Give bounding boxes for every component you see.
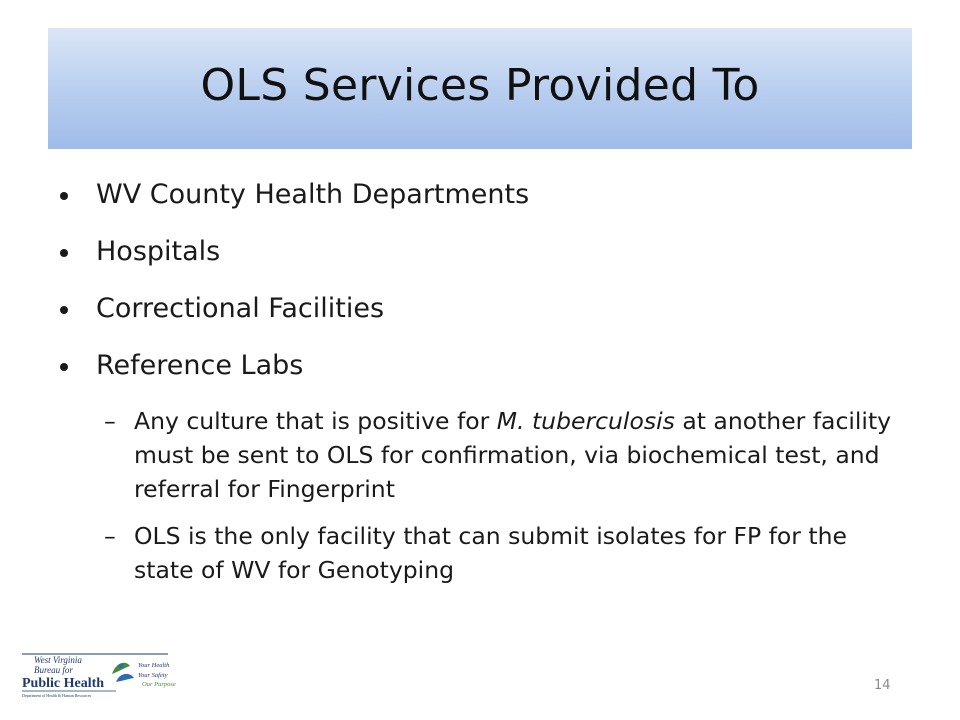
bullet-text: WV County Health Departments [96, 179, 530, 210]
dash-icon: – [104, 522, 116, 550]
logo-graphic [20, 652, 176, 702]
dash-icon: – [104, 407, 116, 435]
logo-line-2: Bureau for [34, 665, 73, 675]
sub-bullet-text-before: Any culture that is positive for [134, 407, 497, 435]
bullet-item [60, 235, 900, 269]
title-banner [48, 28, 912, 149]
logo-tag-2: Your Safety [138, 672, 168, 679]
sub-bullet-item [104, 519, 900, 587]
bullet-dot-icon [60, 363, 68, 371]
page-number: 14 [874, 678, 891, 693]
bullet-text: Reference Labs [96, 350, 304, 381]
sub-bullet-list [104, 404, 900, 600]
logo-line-1: West Virginia [34, 655, 82, 665]
bullet-list [60, 178, 900, 406]
sub-bullet-italic-text: M. tuberculosis [496, 407, 675, 435]
logo-tag-1: Your Health [138, 662, 170, 669]
leaf-icon [116, 674, 134, 682]
sub-bullet-text-after: at another facility must be sent to OLS for confirmation, via biochemical test, and referral for Fingerprint [134, 407, 892, 503]
sub-bullet-item [104, 404, 900, 506]
bullet-dot-icon [60, 306, 68, 314]
bullet-item [60, 178, 900, 212]
logo-line-4: Department of Health & Human Resources [22, 693, 92, 698]
logo-line-3: Public Health [22, 676, 105, 691]
sub-bullet-text: OLS is the only facility that can submit isolates for FP for the state of WV for Genotyping [134, 522, 847, 584]
bullet-text: Hospitals [96, 236, 221, 267]
bullet-item [60, 349, 900, 383]
bullet-dot-icon [60, 249, 68, 257]
wv-bureau-public-health-logo [20, 652, 176, 702]
slide-title: OLS Services Provided To [200, 60, 760, 111]
bullet-item [60, 292, 900, 326]
bullet-text: Correctional Facilities [96, 293, 385, 324]
figure-head-icon [119, 664, 124, 669]
bullet-dot-icon [60, 192, 68, 200]
logo-tag-3: Our Purpose [142, 681, 176, 688]
